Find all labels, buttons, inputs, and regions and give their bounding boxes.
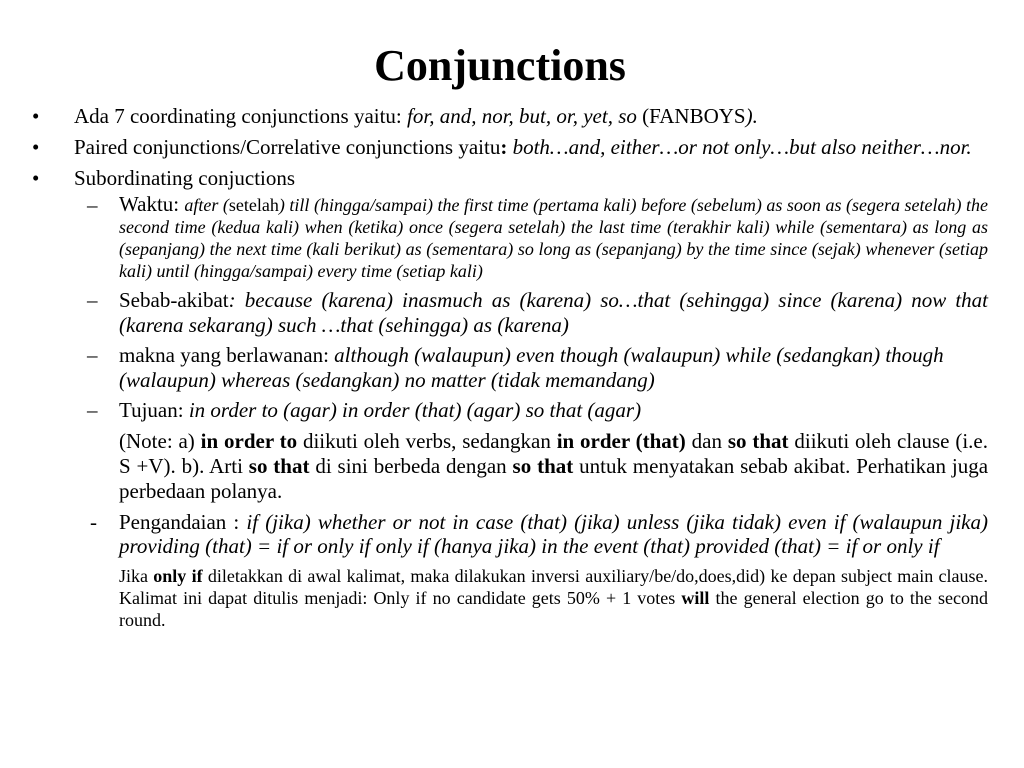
coordinating-prefix: Ada 7 coordinating conjunctions yaitu: bbox=[74, 104, 408, 128]
slide-content bbox=[30, 104, 988, 637]
waktu-list-1: after ( bbox=[184, 195, 229, 215]
correlative-list: both…and, either…or not only…but also neither…nor. bbox=[507, 135, 972, 159]
bullet-glyph: • bbox=[32, 135, 40, 159]
tujuan-label: Tujuan: bbox=[119, 398, 189, 422]
jika-bold: only if bbox=[153, 565, 203, 586]
sub-item-tujuan bbox=[30, 398, 988, 423]
hyphen-glyph: - bbox=[90, 509, 97, 534]
coordinating-end: ). bbox=[745, 104, 758, 128]
tujuan-note bbox=[30, 429, 988, 504]
bullet-glyph: • bbox=[32, 104, 40, 128]
note-text: diikuti oleh clause (i.e. S +V). b). Arti bbox=[119, 428, 988, 478]
tujuan-list: in order to (agar) in order (that) (agar) so that (agar) bbox=[188, 398, 642, 422]
dash-glyph: – bbox=[87, 343, 98, 367]
note-bold: so that bbox=[512, 453, 574, 478]
note-bold: so that bbox=[248, 453, 310, 478]
sub-item-makna bbox=[30, 343, 988, 392]
makna-list: although (walaupun) even though (walaupun) while (sedangkan) though (walaupun) whereas (sedangkan) no matter (tidak memandang) bbox=[119, 343, 944, 392]
note-bold: in order (that) bbox=[556, 428, 686, 453]
jika-bold: will bbox=[681, 587, 710, 608]
dash-glyph: – bbox=[87, 398, 98, 422]
note-text: di sini berbeda dengan bbox=[309, 453, 513, 478]
subordinating-heading: Subordinating conjuctions bbox=[74, 166, 296, 190]
sebab-list: : because (karena) inasmuch as (karena) so…that (sehingga) since (karena) now that (karena sekarang) such …that (sehingga) as (karena) bbox=[119, 288, 988, 337]
note-text: dan bbox=[685, 428, 728, 453]
jika-text: diletakkan di awal kalimat, maka dilakukan inversi auxiliary/be/do,does,did) ke depan subject main clause. Kalimat ini dapat ditulis menjadi: Only if no candidate gets 50% + 1 votes bbox=[119, 565, 988, 608]
coordinating-list: for, and, nor, but, or, yet, so bbox=[407, 104, 637, 128]
dash-glyph: – bbox=[87, 193, 98, 217]
sebab-label: Sebab-akibat bbox=[119, 288, 229, 312]
pengandaian-list: if (jika) whether or not in case (that) (jika) unless (jika tidak) even if (walaupun jika) providing (that) = if or only if only if (hanya jika) in the event (that) provided (that) = if or only if bbox=[119, 509, 988, 558]
makna-label: makna yang berlawanan: bbox=[119, 343, 335, 367]
dash-glyph: – bbox=[87, 288, 98, 312]
waktu-plain: setelah bbox=[228, 195, 279, 215]
note-bold: so that bbox=[727, 428, 789, 453]
jika-text: the general election go to the second round. bbox=[119, 587, 988, 630]
bullet-item-coordinating bbox=[30, 104, 988, 129]
pengandaian-label: Pengandaian : bbox=[119, 509, 247, 534]
note-text: diikuti oleh verbs, sedangkan bbox=[297, 428, 557, 453]
correlative-prefix: Paired conjunctions/Correlative conjunctions yaitu bbox=[74, 135, 501, 159]
sub-item-waktu bbox=[30, 193, 988, 282]
coordinating-suffix: (FANBOYS bbox=[636, 104, 746, 128]
bullet-item-subordinating bbox=[30, 166, 988, 191]
jika-note bbox=[30, 565, 988, 631]
jika-text: Jika bbox=[119, 565, 154, 586]
sub-item-pengandaian bbox=[30, 510, 988, 559]
correlative-colon: : bbox=[500, 135, 508, 159]
bullet-glyph: • bbox=[32, 166, 40, 190]
sub-item-sebab-akibat bbox=[30, 288, 988, 337]
note-text: (Note: a) bbox=[119, 428, 201, 453]
bullet-item-correlative bbox=[30, 135, 988, 160]
note-text: untuk menyatakan sebab akibat. Perhatikan juga perbedaan polanya. bbox=[119, 453, 989, 503]
slide-title: Conjunctions bbox=[374, 41, 626, 90]
waktu-label: Waktu: bbox=[119, 192, 185, 216]
waktu-list-2: ) till (hingga/sampai) the first time (pertama kali) before (sebelum) as soon as (segera setelah) the second time (kedua kali) when (ketika) once (segera setelah) the last time (terakhir kali) while (sementara) as long as (sepanjang) the next time (kali berikut) as (sementara) so long as (sepanjang) by the time since (sejak) whenever (setiap kali) until (hingga/sampai) every time (setiap kali) bbox=[119, 195, 988, 281]
note-bold: in order to bbox=[200, 428, 298, 453]
